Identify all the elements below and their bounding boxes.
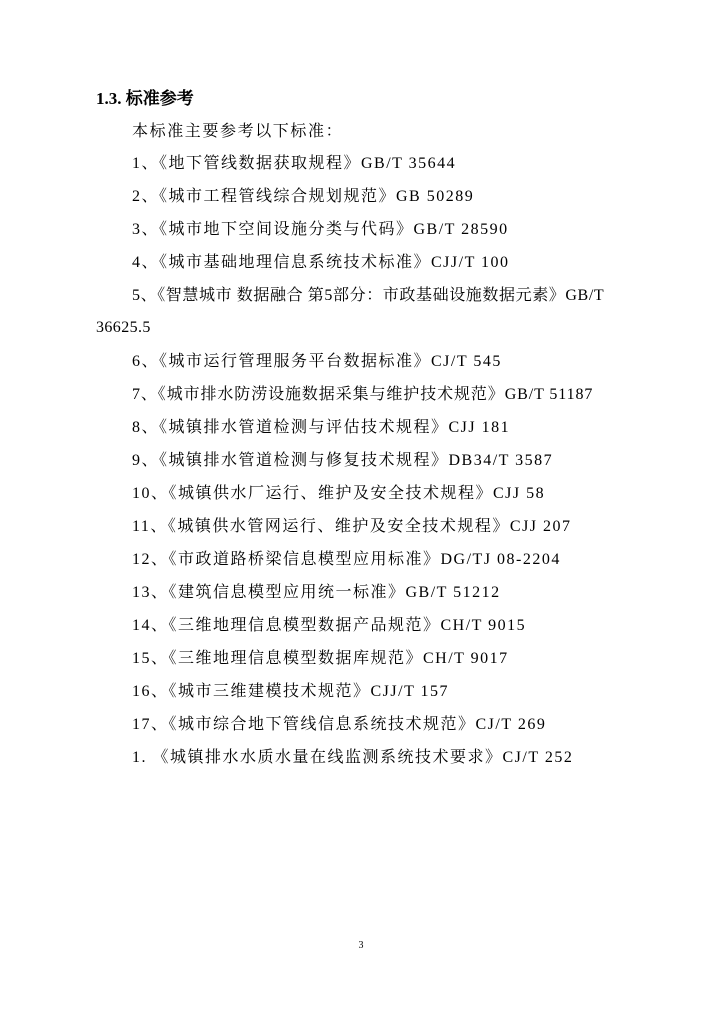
list-item (0, 515, 722, 548)
reference-text: 1. 《城镇排水水质水量在线监测系统技术要求》CJ/T 252 (132, 749, 574, 766)
list-item (0, 218, 722, 251)
list-item (0, 251, 722, 284)
list-item (0, 383, 722, 416)
reference-text: 8、《城镇排水管道检测与评估技术规程》CJJ 181 (132, 419, 511, 436)
reference-text: 12、《市政道路桥梁信息模型应用标准》DG/TJ 08-2204 (132, 551, 561, 568)
list-item (0, 548, 722, 581)
reference-text: 16、《城市三维建模技术规范》CJJ/T 157 (132, 683, 450, 700)
list-item (0, 416, 722, 449)
list-item (0, 152, 722, 185)
section-intro: 本标准主要参考以下标准： (132, 123, 344, 140)
list-item (0, 284, 722, 350)
reference-text: 11、《城镇供水管网运行、维护及安全技术规程》CJJ 207 (132, 518, 572, 535)
reference-text: 10、《城镇供水厂运行、维护及安全技术规程》CJJ 58 (132, 485, 546, 502)
reference-text: 5、《智慧城市 数据融合 第5部分：市政基础设施数据元素》GB/T (132, 287, 605, 304)
reference-text: 17、《城市综合地下管线信息系统技术规范》CJ/T 269 (132, 716, 547, 733)
reference-text: 6、《城市运行管理服务平台数据标准》CJ/T 545 (132, 353, 502, 370)
reference-text: 9、《城镇排水管道检测与修复技术规程》DB34/T 3587 (132, 452, 554, 469)
reference-text: 1、《地下管线数据获取规程》GB/T 35644 (132, 155, 457, 172)
list-item (0, 482, 722, 515)
reference-text: 7、《城市排水防涝设施数据采集与维护技术规范》GB/T 51187 (132, 386, 594, 403)
section-heading: 1.3. 标准参考 (96, 89, 194, 108)
list-item (0, 713, 722, 746)
reference-text: 14、《三维地理信息模型数据产品规范》CH/T 9015 (132, 617, 527, 634)
list-item (0, 185, 722, 218)
list-item (0, 449, 722, 482)
list-item (0, 746, 722, 779)
page-number: 3 (358, 940, 364, 951)
list-item (0, 350, 722, 383)
reference-list (0, 152, 722, 779)
list-item (0, 647, 722, 680)
list-item (0, 680, 722, 713)
reference-text: 15、《三维地理信息模型数据库规范》CH/T 9017 (132, 650, 509, 667)
reference-text: 3、《城市地下空间设施分类与代码》GB/T 28590 (132, 221, 509, 238)
list-item (0, 581, 722, 614)
list-item (0, 614, 722, 647)
reference-text: 2、《城市工程管线综合规划规范》GB 50289 (132, 188, 475, 205)
reference-text: 13、《建筑信息模型应用统一标准》GB/T 51212 (132, 584, 501, 601)
reference-text: 4、《城市基础地理信息系统技术标准》CJJ/T 100 (132, 254, 510, 271)
reference-text-continuation: 36625.5 (96, 319, 151, 336)
